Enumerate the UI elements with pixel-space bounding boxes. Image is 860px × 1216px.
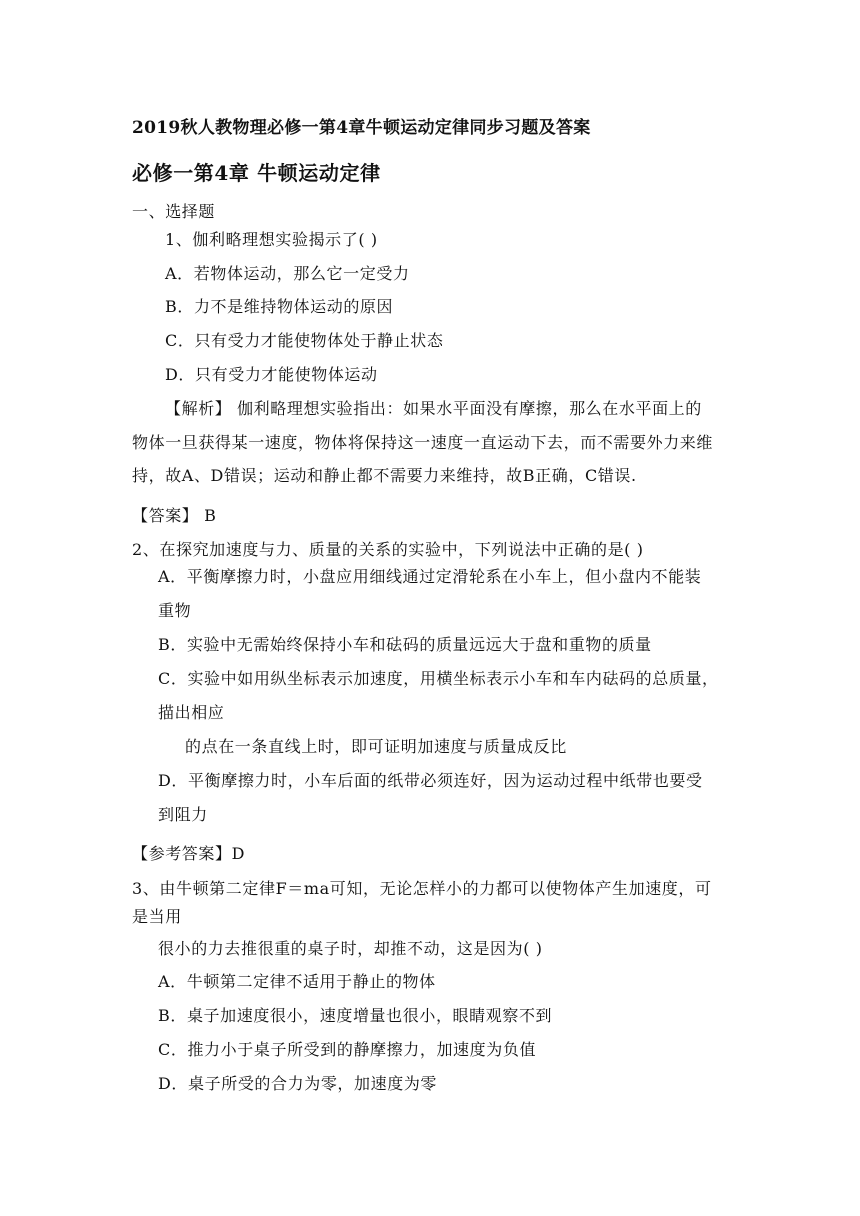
- question-2-option-a-line-2: 重物: [158, 601, 192, 620]
- question-1-analysis-line-2: 物体一旦获得某一速度，物体将保持这一速度一直运动下去，而不需要外力来维: [132, 433, 714, 452]
- question-1-answer: 【答案】 B: [132, 506, 217, 525]
- question-1-stem: 1、伽利略理想实验揭示了( ): [165, 230, 378, 249]
- question-1-option-c: C．只有受力才能使物体处于静止状态: [165, 331, 444, 350]
- question-1-option-b: B．力不是维持物体运动的原因: [165, 297, 394, 316]
- question-2-answer: 【参考答案】D: [132, 844, 246, 863]
- question-2-stem: 2、在探究加速度与力、质量的关系的实验中，下列说法中正确的是( ): [132, 540, 644, 559]
- question-1-analysis-line-1: 【解析】 伽利略理想实验指出：如果水平面没有摩擦，那么在水平面上的: [165, 399, 702, 418]
- question-2-option-a-line-1: A．平衡摩擦力时，小盘应用细线通过定滑轮系在小车上，但小盘内不能装: [158, 567, 702, 586]
- question-3-stem-line-2: 是当用: [132, 907, 182, 926]
- question-3-option-a: A．牛顿第二定律不适用于静止的物体: [158, 972, 436, 991]
- chapter-heading: 必修一第4章 牛顿运动定律: [132, 161, 381, 185]
- question-1-option-d: D．只有受力才能使物体运动: [165, 365, 378, 384]
- document-title: 2019秋人教物理必修一第4章牛顿运动定律同步习题及答案: [132, 118, 591, 138]
- question-2-option-c-line-3: 的点在一条直线上时，即可证明加速度与质量成反比: [185, 737, 567, 756]
- question-3-option-b: B．桌子加速度很小，速度增量也很小，眼睛观察不到: [158, 1006, 553, 1025]
- question-3-stem-line-3: 很小的力去推很重的桌子时，却推不动，这是因为( ): [158, 939, 543, 958]
- question-3-stem-line-1: 3、由牛顿第二定律F＝ma可知，无论怎样小的力都可以使物体产生加速度，可: [132, 879, 712, 898]
- question-2-option-c-line-1: C．实验中如用纵坐标表示加速度，用横坐标表示小车和车内砝码的总质量，: [158, 669, 719, 688]
- section-heading: 一、选择题: [132, 202, 216, 221]
- question-1-analysis-line-3: 持，故A、D错误；运动和静止都不需要力来维持，故B正确，C错误.: [132, 466, 637, 485]
- question-3-option-d: D．桌子所受的合力为零，加速度为零: [158, 1074, 438, 1093]
- question-1-option-a: A．若物体运动，那么它一定受力: [165, 264, 410, 283]
- question-2-option-c-line-2: 描出相应: [158, 703, 225, 722]
- question-2-option-b: B．实验中无需始终保持小车和砝码的质量远远大于盘和重物的质量: [158, 635, 652, 654]
- question-2-option-d-line-1: D．平衡摩擦力时，小车后面的纸带必须连好，因为运动过程中纸带也要受: [158, 771, 703, 790]
- question-3-option-c: C．推力小于桌子所受到的静摩擦力，加速度为负值: [158, 1040, 537, 1059]
- question-2-option-d-line-2: 到阻力: [158, 805, 208, 824]
